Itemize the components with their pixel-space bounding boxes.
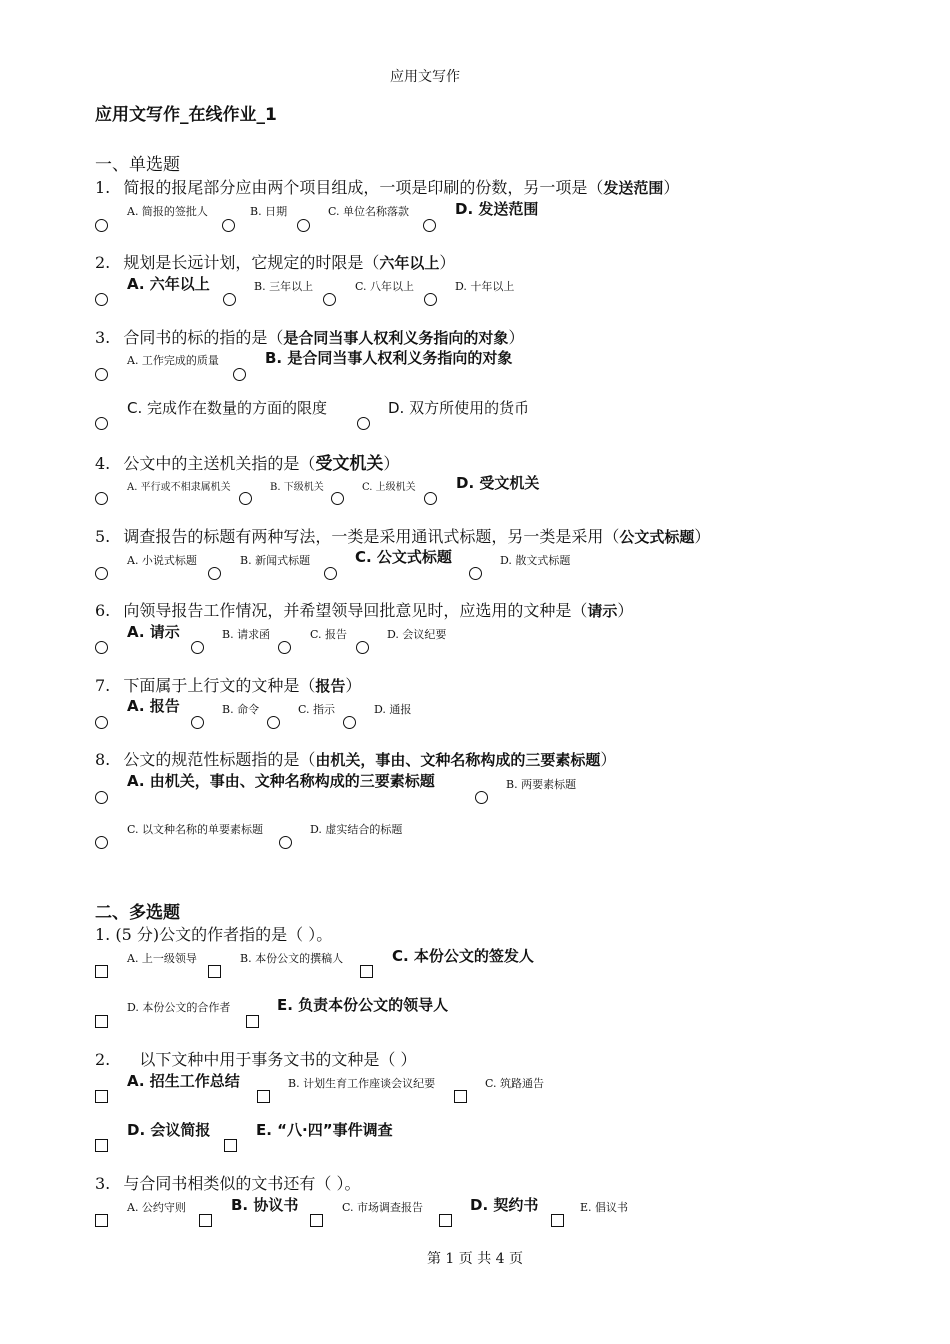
- radio-option-c[interactable]: [297, 219, 310, 232]
- question-answer: 是合同当事人权利义务指向的对象: [283, 329, 509, 347]
- option-label: C. 筑路通告: [485, 1077, 545, 1090]
- checkbox-option-c[interactable]: [360, 965, 373, 978]
- radio-option-d[interactable]: [279, 836, 292, 849]
- question-prompt: 规划是长远计划，它规定的时限是（: [123, 253, 380, 272]
- question-answer: 受文机关: [315, 454, 384, 474]
- question-prompt: 调查报告的标题有两种写法，一类是采用通讯式标题，另一类是采用（: [123, 527, 620, 546]
- question-stem: [95, 1047, 416, 1070]
- option-label: C. 指示: [298, 703, 336, 716]
- question-stem: [95, 524, 710, 547]
- question-close: ）: [345, 676, 362, 695]
- option-label: B. 两要素标题: [506, 778, 577, 791]
- checkbox-option-d[interactable]: [439, 1214, 452, 1227]
- radio-option-d[interactable]: [356, 641, 369, 654]
- option-label: B. 本份公文的撰稿人: [240, 952, 344, 965]
- question-prompt: 以下文种中用于事务文书的文种是（ ）: [139, 1050, 417, 1069]
- option-label: E. 倡议书: [580, 1201, 629, 1214]
- option-label: B. 三年以上: [254, 280, 314, 293]
- option-label: C. 完成作在数量的方面的限度: [127, 399, 328, 417]
- radio-option-a[interactable]: [95, 567, 108, 580]
- radio-option-d[interactable]: [343, 716, 356, 729]
- question-prompt: 合同书的标的指的是（: [123, 328, 284, 347]
- checkbox-option-d[interactable]: [95, 1139, 108, 1152]
- question-stem: [95, 598, 633, 621]
- radio-option-a[interactable]: [95, 492, 108, 505]
- question-close: ）: [663, 178, 680, 197]
- option-label: B. 协议书: [231, 1196, 299, 1214]
- checkbox-option-b[interactable]: [208, 965, 221, 978]
- option-label: D. 十年以上: [455, 280, 515, 293]
- question-answer: 由机关，事由、文种名称构成的三要素标题: [315, 751, 601, 769]
- question-number: 5.: [95, 527, 111, 546]
- radio-option-a[interactable]: [95, 641, 108, 654]
- question-stem: [95, 747, 616, 770]
- radio-option-d[interactable]: [423, 219, 436, 232]
- page-footer: 第 1 页 共 4 页: [426, 1251, 524, 1267]
- option-label: A. 简报的签批人: [127, 205, 208, 218]
- checkbox-option-c[interactable]: [454, 1090, 467, 1103]
- option-label: C. 以文种名称的单要素标题: [127, 823, 264, 836]
- question-prompt: 简报的报尾部分应由两个项目组成，一项是印刷的份数，另一项是（: [123, 178, 604, 197]
- question-number: 1.: [95, 925, 111, 944]
- option-label: D. 虚实结合的标题: [310, 823, 403, 836]
- section-heading-single: 一、单选题: [95, 155, 180, 175]
- checkbox-option-c[interactable]: [310, 1214, 323, 1227]
- question-number: 1.: [95, 178, 111, 197]
- checkbox-option-e[interactable]: [246, 1015, 259, 1028]
- option-label: D. 会议简报: [127, 1121, 211, 1139]
- option-label: B. 下级机关: [270, 482, 324, 493]
- question-stem: [95, 922, 332, 945]
- question-close: ）: [508, 328, 525, 347]
- question-number: 3.: [95, 1174, 111, 1193]
- radio-option-c[interactable]: [95, 417, 108, 430]
- checkbox-option-e[interactable]: [551, 1214, 564, 1227]
- option-label: B. 请求函: [222, 628, 271, 641]
- question-stem: [95, 673, 361, 696]
- option-label: A. 公约守则: [127, 1201, 186, 1214]
- question-close: ）: [617, 601, 634, 620]
- radio-option-b[interactable]: [223, 293, 236, 306]
- radio-option-d[interactable]: [424, 293, 437, 306]
- radio-option-b[interactable]: [191, 716, 204, 729]
- option-label: A. 请示: [127, 623, 180, 641]
- page-header: 应用文写作: [390, 69, 460, 85]
- option-label: A. 平行或不相隶属机关: [127, 482, 231, 493]
- radio-option-c[interactable]: [324, 567, 337, 580]
- question-close: ）: [694, 527, 711, 546]
- option-label: C. 本份公文的签发人: [392, 947, 534, 965]
- radio-option-a[interactable]: [95, 716, 108, 729]
- option-label: D. 受文机关: [456, 474, 540, 492]
- checkbox-option-b[interactable]: [257, 1090, 270, 1103]
- question-close: ）: [383, 454, 400, 473]
- radio-option-b[interactable]: [233, 368, 246, 381]
- radio-option-a[interactable]: [95, 293, 108, 306]
- question-answer: 发送范围: [603, 179, 664, 197]
- option-label: A. 报告: [127, 697, 180, 715]
- question-stem: [95, 175, 679, 198]
- question-close: ）: [439, 253, 456, 272]
- question-stem: [95, 1171, 360, 1194]
- radio-option-b[interactable]: [208, 567, 221, 580]
- question-answer: 公文式标题: [619, 528, 695, 546]
- option-label: D. 散文式标题: [500, 554, 571, 567]
- question-number: 4.: [95, 454, 111, 473]
- question-stem: [95, 449, 399, 474]
- radio-option-b[interactable]: [475, 791, 488, 804]
- question-number: 2.: [95, 1050, 111, 1069]
- option-label: D. 契约书: [470, 1196, 539, 1214]
- page-title: 应用文写作_在线作业_1: [95, 105, 277, 125]
- question-answer: 请示: [587, 602, 618, 620]
- question-prompt: 下面属于上行文的文种是（: [123, 676, 316, 695]
- option-label: A. 招生工作总结: [127, 1072, 240, 1090]
- option-label: B. 新闻式标题: [240, 554, 311, 567]
- checkbox-option-a[interactable]: [95, 965, 108, 978]
- option-label: D. 本份公文的合作者: [127, 1001, 231, 1014]
- option-label: B. 是合同当事人权利义务指向的对象: [265, 349, 513, 367]
- radio-option-b[interactable]: [222, 219, 235, 232]
- option-label: E. “八·四”事件调查: [256, 1121, 393, 1139]
- option-label: B. 计划生育工作座谈会议纪要: [288, 1077, 436, 1090]
- radio-option-c[interactable]: [331, 492, 344, 505]
- radio-option-c[interactable]: [267, 716, 280, 729]
- radio-option-b[interactable]: [239, 492, 252, 505]
- question-number: 2.: [95, 253, 111, 272]
- checkbox-option-b[interactable]: [199, 1214, 212, 1227]
- radio-option-d[interactable]: [424, 492, 437, 505]
- question-number: 8.: [95, 750, 111, 769]
- question-number: 7.: [95, 676, 111, 695]
- option-label: D. 通报: [374, 703, 412, 716]
- question-stem: [95, 325, 524, 348]
- section-heading-multi: 二、多选题: [95, 903, 180, 923]
- question-answer: 报告: [315, 677, 346, 695]
- question-prompt: 公文的规范性标题指的是（: [123, 750, 316, 769]
- option-label: C. 单位名称落款: [328, 205, 410, 218]
- option-label: C. 上级机关: [362, 482, 416, 493]
- option-label: D. 双方所使用的货币: [388, 399, 530, 417]
- checkbox-option-e[interactable]: [224, 1139, 237, 1152]
- option-label: E. 负责本份公文的领导人: [277, 996, 449, 1014]
- option-label: A. 由机关，事由、文种名称构成的三要素标题: [127, 772, 435, 790]
- radio-option-d[interactable]: [357, 417, 370, 430]
- question-number: 3.: [95, 328, 111, 347]
- radio-option-c[interactable]: [323, 293, 336, 306]
- option-label: C. 公文式标题: [355, 548, 452, 566]
- option-label: A. 小说式标题: [127, 554, 197, 567]
- option-label: B. 日期: [250, 205, 288, 218]
- option-label: D. 会议纪要: [387, 628, 447, 641]
- question-answer: 六年以上: [379, 254, 440, 272]
- radio-option-c[interactable]: [278, 641, 291, 654]
- question-prompt: 向领导报告工作情况，并希望领导回批意见时，应选用的文种是（: [123, 601, 588, 620]
- option-label: C. 市场调查报告: [342, 1201, 424, 1214]
- option-label: A. 工作完成的质量: [127, 354, 219, 367]
- question-number: 6.: [95, 601, 111, 620]
- option-label: D. 发送范围: [455, 200, 539, 218]
- question-prompt: 公文中的主送机关指的是（: [123, 454, 316, 473]
- question-stem: [95, 250, 455, 273]
- option-label: A. 六年以上: [127, 275, 210, 293]
- checkbox-option-d[interactable]: [95, 1015, 108, 1028]
- radio-option-d[interactable]: [469, 567, 482, 580]
- question-prompt: 与合同书相类似的文书还有（ ）。: [123, 1174, 361, 1193]
- option-label: C. 八年以上: [355, 280, 415, 293]
- radio-option-a[interactable]: [95, 368, 108, 381]
- option-label: B. 命令: [222, 703, 260, 716]
- option-label: C. 报告: [310, 628, 348, 641]
- radio-option-b[interactable]: [191, 641, 204, 654]
- question-prompt: (5 分)公文的作者指的是（ ）。: [115, 925, 333, 944]
- radio-option-a[interactable]: [95, 219, 108, 232]
- radio-option-a[interactable]: [95, 791, 108, 804]
- radio-option-c[interactable]: [95, 836, 108, 849]
- question-close: ）: [600, 750, 617, 769]
- checkbox-option-a[interactable]: [95, 1214, 108, 1227]
- option-label: A. 上一级领导: [127, 952, 197, 965]
- checkbox-option-a[interactable]: [95, 1090, 108, 1103]
